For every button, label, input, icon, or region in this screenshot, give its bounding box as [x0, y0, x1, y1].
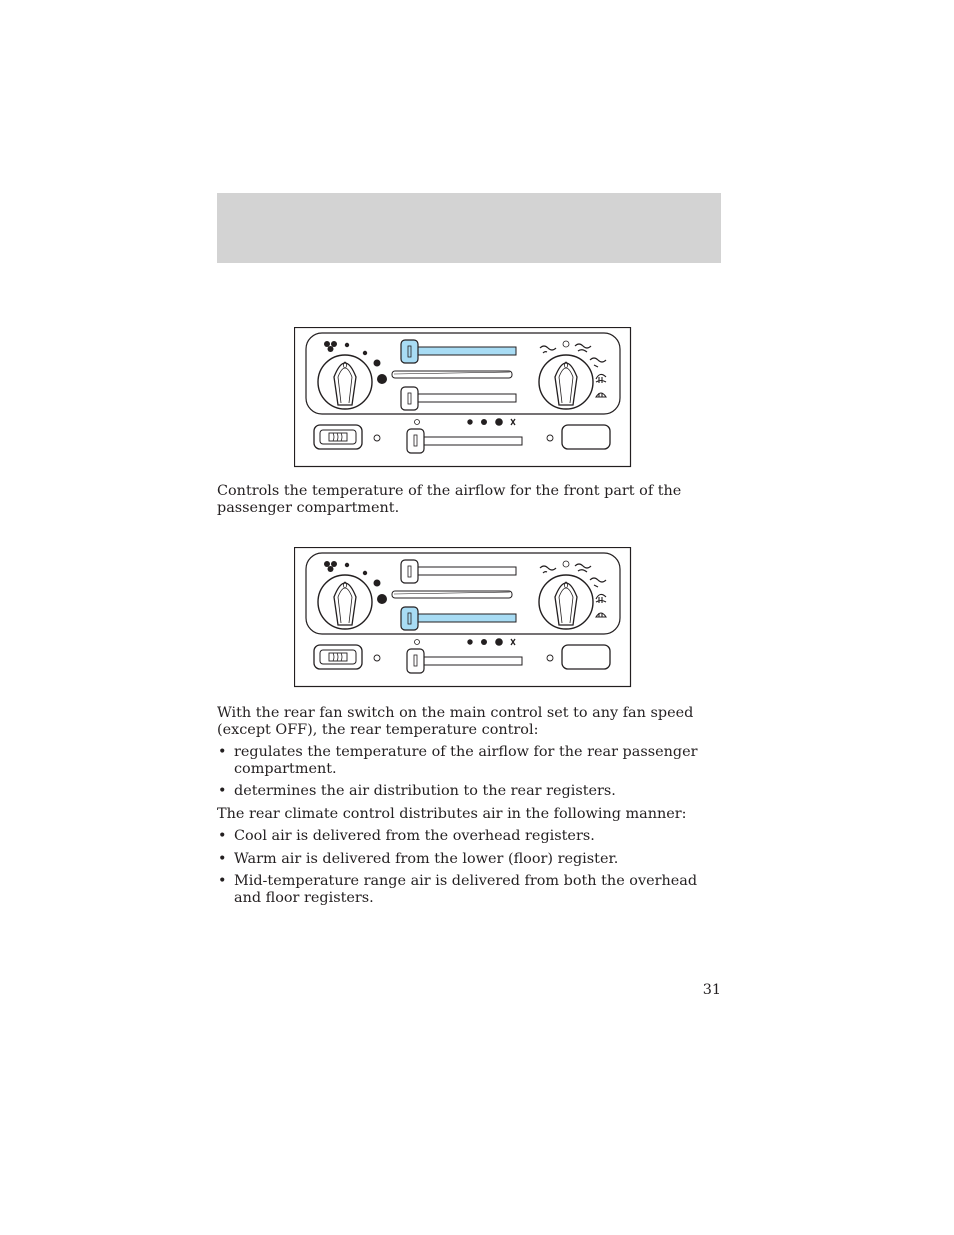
list-item: • determines the air distribution to the rear registers. [218, 783, 616, 799]
climate-control-figure-rear [294, 547, 632, 688]
list-item: • Warm air is delivered from the lower (floor) register. [218, 851, 619, 867]
rear-defrost-indicator [374, 655, 380, 661]
air-distribution-knob[interactable] [539, 575, 593, 629]
divider-slot [392, 591, 512, 598]
fan-speed-dot-2 [363, 571, 367, 575]
fan-speed-dot-4 [377, 374, 387, 384]
fan-speed-dot-3 [374, 360, 381, 367]
front-caption-text: Controls the temperature of the airflow for the front part of the passenger compartment. [217, 483, 682, 516]
climate-control-panel [294, 327, 632, 468]
list-item: • Cool air is delivered from the overhead registers. [218, 828, 595, 844]
ac-indicator [547, 435, 553, 441]
divider-slot [392, 371, 512, 378]
air-distribution-knob[interactable] [539, 355, 593, 409]
fan-speed-dot-3 [374, 580, 381, 587]
page-number: 31 [702, 982, 721, 998]
rear-description [217, 705, 721, 907]
rear-defrost-indicator [374, 435, 380, 441]
rear-defrost-button[interactable] [314, 645, 362, 669]
front-caption [217, 483, 721, 517]
fan-speed-dot-1 [345, 343, 349, 347]
fan-speed-dot-2 [363, 351, 367, 355]
fan-speed-dot-4 [377, 594, 387, 604]
ac-indicator [547, 655, 553, 661]
list-item: • regulates the temperature of the airflow for the rear passenger compartment. [218, 744, 698, 777]
fan-speed-dot-1 [345, 563, 349, 567]
distribution-intro: The rear climate control distributes air in the following manner: [217, 806, 687, 822]
list-item: • Mid-temperature range air is delivered from both the overhead and floor registers. [218, 873, 698, 906]
ac-button[interactable] [562, 425, 610, 449]
fan-speed-knob[interactable] [318, 355, 372, 409]
rear-intro: With the rear fan switch on the main control set to any fan speed (except OFF), the rear temperature control: [217, 705, 694, 738]
climate-control-figure-front [294, 327, 632, 468]
climate-control-panel [294, 547, 632, 688]
section-header-band [217, 193, 721, 263]
fan-speed-knob[interactable] [318, 575, 372, 629]
rear-defrost-button[interactable] [314, 425, 362, 449]
ac-button[interactable] [562, 645, 610, 669]
